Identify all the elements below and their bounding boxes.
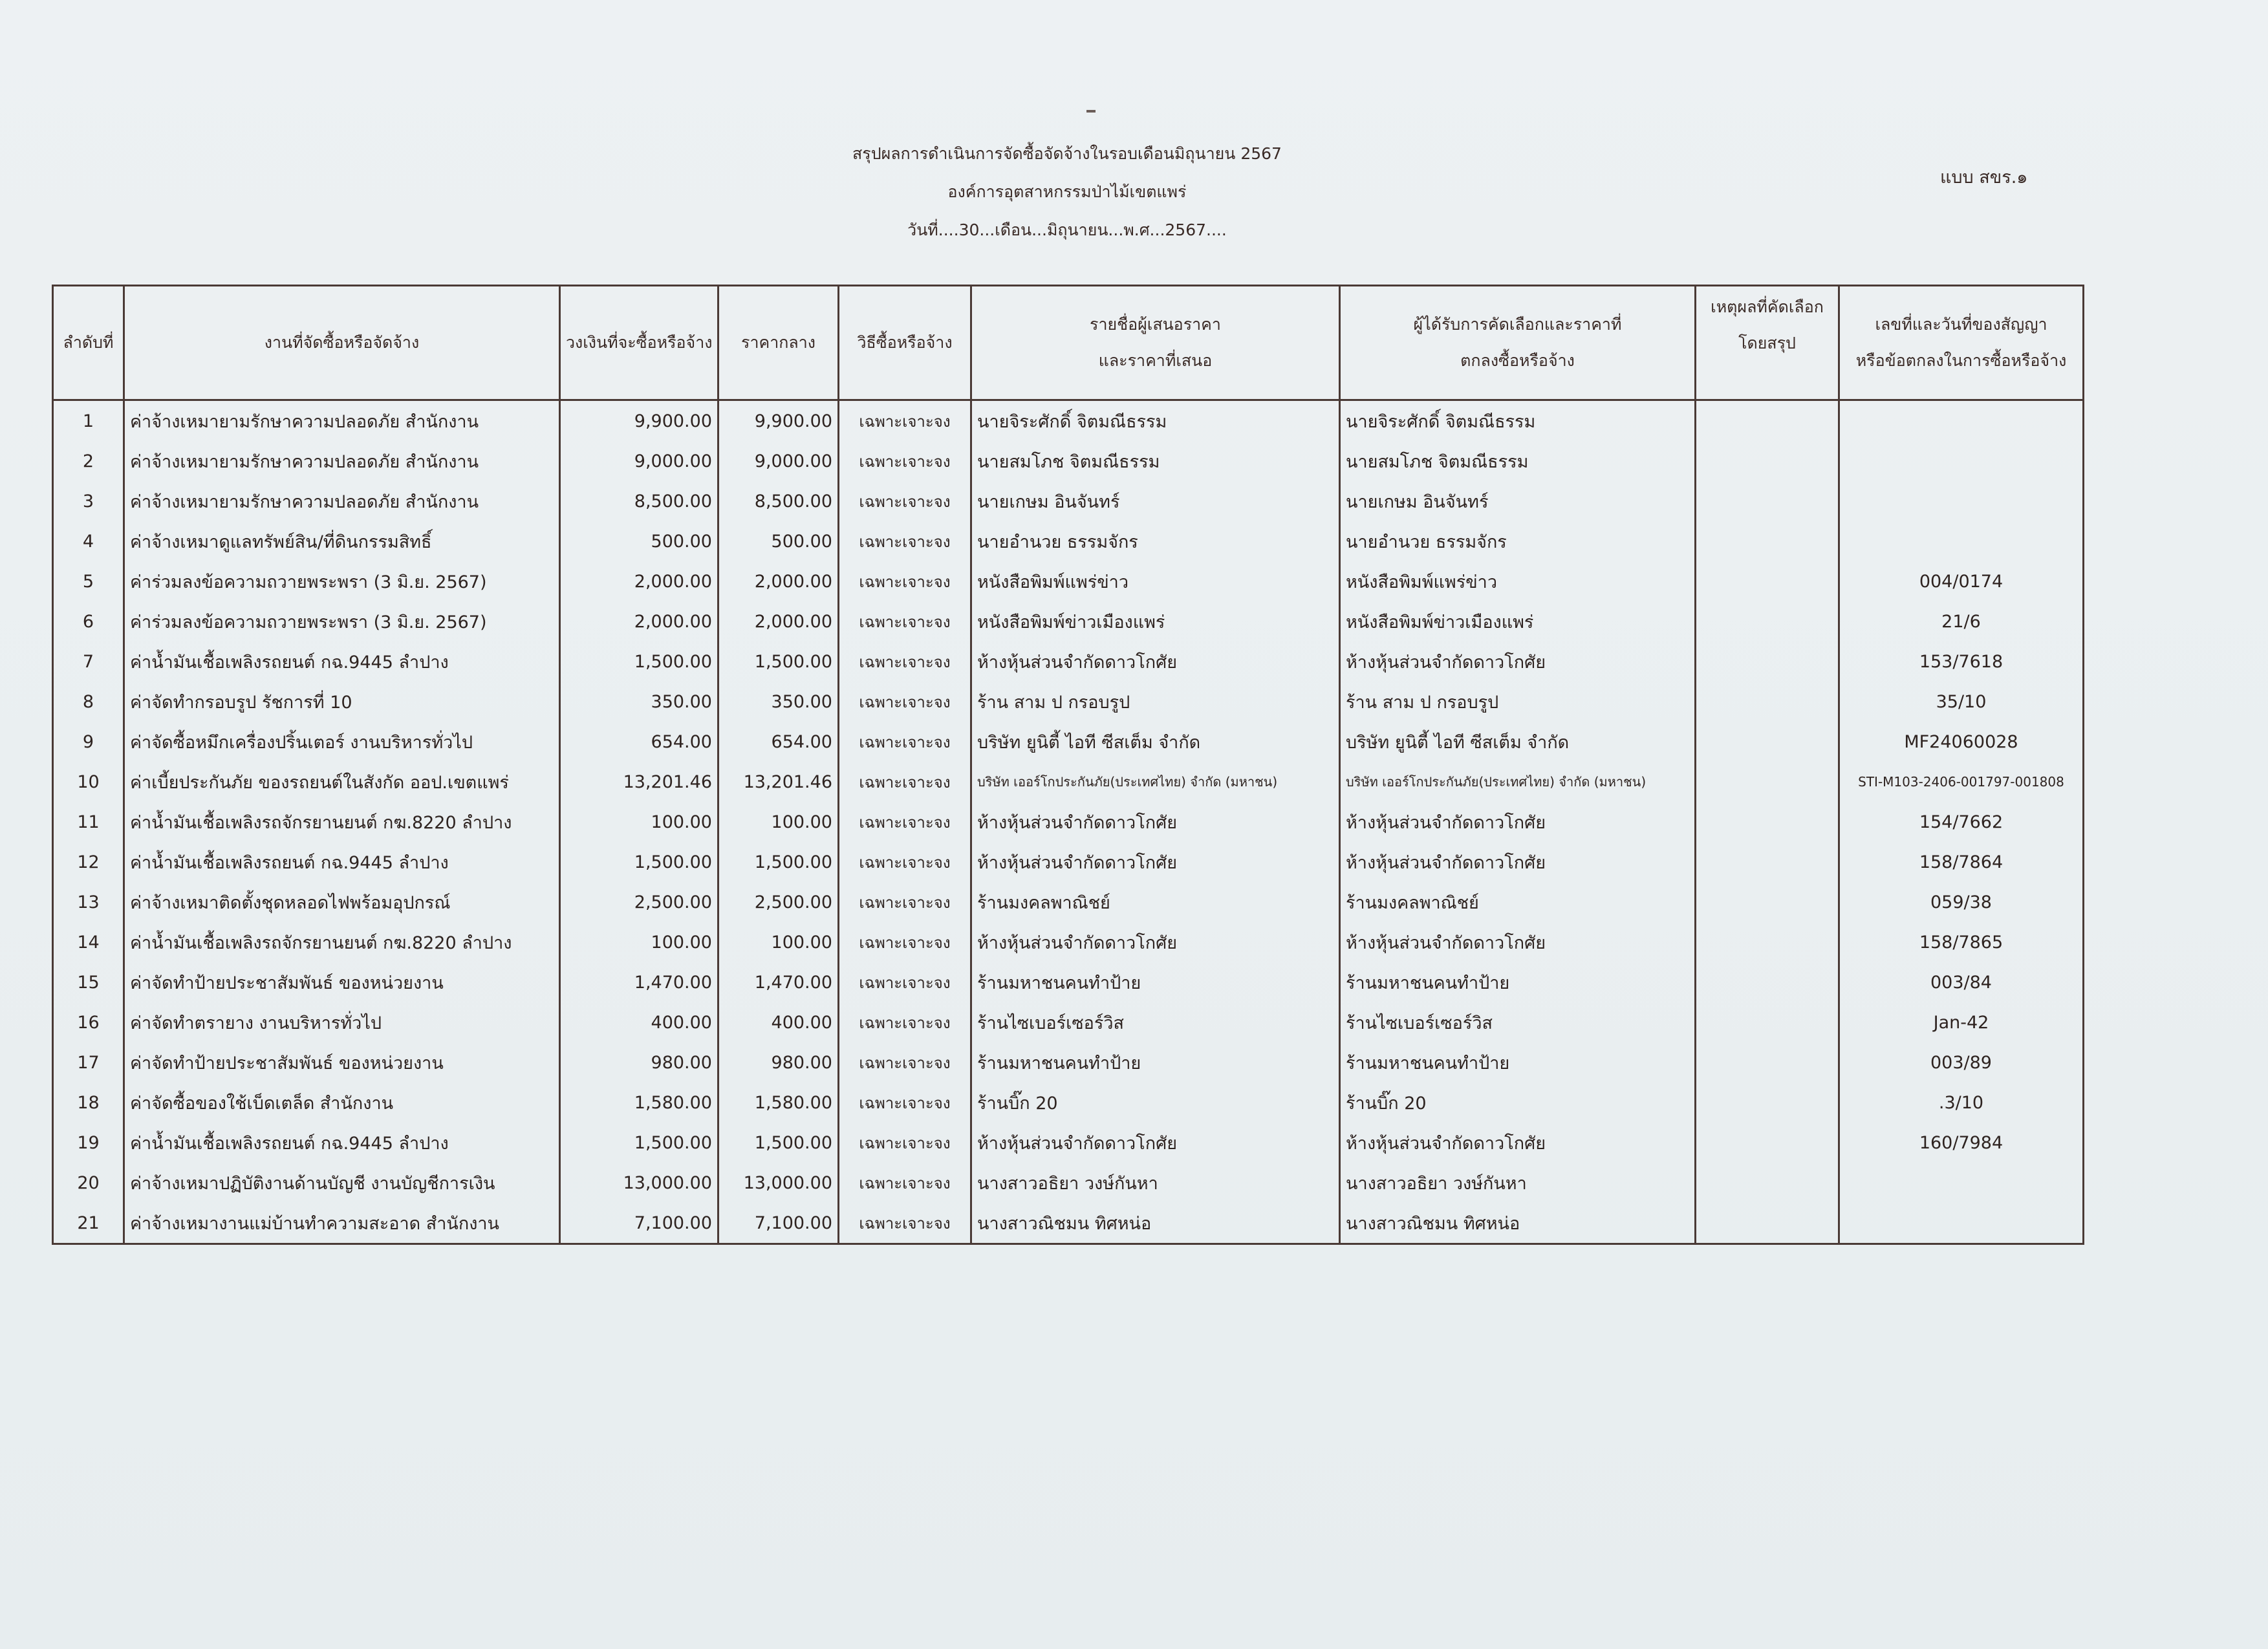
selected-vendor: ร้านมหาชนคนทำป้าย — [1340, 1042, 1696, 1083]
row-number: 20 — [53, 1163, 124, 1203]
selected-vendor: นางสาวณิชมน ทิศหน่อ — [1340, 1203, 1696, 1244]
table-row — [53, 1083, 2084, 1123]
row-number: 13 — [53, 882, 124, 922]
table-row — [53, 481, 2084, 521]
selection-reason — [1696, 722, 1839, 762]
median-price: 350.00 — [718, 682, 839, 722]
row-number: 1 — [53, 400, 124, 442]
budget-amount: 1,580.00 — [560, 1083, 718, 1123]
selected-vendor: ร้านไซเบอร์เซอร์วิส — [1340, 1002, 1696, 1042]
bidder-name: ห้างหุ้นส่วนจำกัดดาวโกศัย — [971, 641, 1340, 682]
procurement-method: เฉพาะเจาะจง — [839, 842, 971, 882]
organization-name: องค์การอุตสาหกรรมป่าไม้เขตแพร่ — [947, 182, 1187, 201]
table-row — [53, 1002, 2084, 1042]
work-description: ค่าจ้างเหมางานแม่บ้านทำความสะอาด สำนักงาน — [124, 1203, 560, 1244]
bidder-name: หนังสือพิมพ์ข่าวเมืองแพร่ — [971, 601, 1340, 641]
work-description: ค่าจ้างเหมาติดตั้งชุดหลอดไฟพร้อมอุปกรณ์ — [124, 882, 560, 922]
contract-number: 154/7662 — [1839, 802, 2084, 842]
table-header-row — [53, 286, 2084, 400]
report-title: สรุปผลการดำเนินการจัดซื้อจัดจ้างในรอบเดือนมิถุนายน 2567 — [852, 144, 1282, 163]
procurement-method: เฉพาะเจาะจง — [839, 682, 971, 722]
budget-amount: 2,000.00 — [560, 561, 718, 601]
procurement-method: เฉพาะเจาะจง — [839, 441, 971, 481]
contract-number — [1839, 400, 2084, 442]
header-work: งานที่จัดซื้อหรือจัดจ้าง — [124, 286, 560, 400]
selected-vendor: ห้างหุ้นส่วนจำกัดดาวโกศัย — [1340, 1123, 1696, 1163]
table-row — [53, 641, 2084, 682]
selected-vendor: นายอำนวย ธรรมจักร — [1340, 521, 1696, 561]
selection-reason — [1696, 601, 1839, 641]
procurement-method: เฉพาะเจาะจง — [839, 802, 971, 842]
contract-number: .3/10 — [1839, 1083, 2084, 1123]
bidder-name: ร้านบิ๊ก 20 — [971, 1083, 1340, 1123]
selected-vendor: ห้างหุ้นส่วนจำกัดดาวโกศัย — [1340, 802, 1696, 842]
procurement-method: เฉพาะเจาะจง — [839, 601, 971, 641]
median-price: 654.00 — [718, 722, 839, 762]
procurement-method: เฉพาะเจาะจง — [839, 1002, 971, 1042]
procurement-method: เฉพาะเจาะจง — [839, 1203, 971, 1244]
contract-number: 153/7618 — [1839, 641, 2084, 682]
table-row — [53, 1123, 2084, 1163]
bidder-name: นางสาวอธิยา วงษ์กันหา — [971, 1163, 1340, 1203]
work-description: ค่าเบี้ยประกันภัย ของรถยนต์ในสังกัด ออป.เขตแพร่ — [124, 762, 560, 802]
contract-number — [1839, 441, 2084, 481]
header-no: ลำดับที่ — [53, 286, 124, 400]
row-number: 17 — [53, 1042, 124, 1083]
budget-amount: 654.00 — [560, 722, 718, 762]
selection-reason — [1696, 842, 1839, 882]
work-description: ค่าร่วมลงข้อความถวายพระพรา (3 มิ.ย. 2567) — [124, 601, 560, 641]
table-row — [53, 962, 2084, 1002]
row-number: 12 — [53, 842, 124, 882]
selected-vendor: บริษัท เออร์โกประกันภัย(ประเทศไทย) จำกัด (มหาชน) — [1340, 762, 1696, 802]
procurement-method: เฉพาะเจาะจง — [839, 521, 971, 561]
row-number: 6 — [53, 601, 124, 641]
bidder-name: ห้างหุ้นส่วนจำกัดดาวโกศัย — [971, 922, 1340, 962]
budget-amount: 1,470.00 — [560, 962, 718, 1002]
row-number: 19 — [53, 1123, 124, 1163]
work-description: ค่าจ้างเหมาดูแลทรัพย์สิน/ที่ดินกรรมสิทธิ์ — [124, 521, 560, 561]
median-price: 500.00 — [718, 521, 839, 561]
contract-number: 160/7984 — [1839, 1123, 2084, 1163]
bidder-name: ห้างหุ้นส่วนจำกัดดาวโกศัย — [971, 1123, 1340, 1163]
median-price: 9,900.00 — [718, 400, 839, 442]
procurement-method: เฉพาะเจาะจง — [839, 1163, 971, 1203]
work-description: ค่าจัดซื้อหมึกเครื่องปริ้นเตอร์ งานบริหารทั่วไป — [124, 722, 560, 762]
bidder-name: บริษัท ยูนิตี้ ไอที ซีสเต็ม จำกัด — [971, 722, 1340, 762]
table-row — [53, 682, 2084, 722]
procurement-method: เฉพาะเจาะจง — [839, 722, 971, 762]
selection-reason — [1696, 561, 1839, 601]
contract-number: 35/10 — [1839, 682, 2084, 722]
selection-reason — [1696, 1123, 1839, 1163]
selected-vendor: หนังสือพิมพ์แพร่ข่าว — [1340, 561, 1696, 601]
work-description: ค่าน้ำมันเชื้อเพลิงรถจักรยานยนต์ กฆ.8220 ลำปาง — [124, 922, 560, 962]
median-price: 1,500.00 — [718, 641, 839, 682]
procurement-method: เฉพาะเจาะจง — [839, 561, 971, 601]
contract-number: 158/7864 — [1839, 842, 2084, 882]
median-price: 13,000.00 — [718, 1163, 839, 1203]
median-price: 2,000.00 — [718, 601, 839, 641]
header-median-price: ราคากลาง — [718, 286, 839, 400]
median-price: 1,500.00 — [718, 842, 839, 882]
selected-vendor: นายสมโภช จิตมณีธรรม — [1340, 441, 1696, 481]
work-description: ค่าจ้างเหมายามรักษาความปลอดภัย สำนักงาน — [124, 441, 560, 481]
budget-amount: 9,900.00 — [560, 400, 718, 442]
work-description: ค่าจ้างเหมายามรักษาความปลอดภัย สำนักงาน — [124, 481, 560, 521]
budget-amount: 9,000.00 — [560, 441, 718, 481]
selection-reason — [1696, 802, 1839, 842]
table-row — [53, 521, 2084, 561]
selection-reason — [1696, 922, 1839, 962]
selected-vendor: ร้านมงคลพาณิชย์ — [1340, 882, 1696, 922]
bidder-name: หนังสือพิมพ์แพร่ข่าว — [971, 561, 1340, 601]
report-date: วันที่....30...เดือน...มิถุนายน...พ.ศ...2567.... — [907, 221, 1227, 239]
bidder-name: นายจิระศักดิ์ จิตมณีธรรม — [971, 400, 1340, 442]
contract-number — [1839, 1163, 2084, 1203]
selection-reason — [1696, 1163, 1839, 1203]
budget-amount: 100.00 — [560, 922, 718, 962]
selection-reason — [1696, 400, 1839, 442]
work-description: ค่าจัดทำตรายาง งานบริหารทั่วไป — [124, 1002, 560, 1042]
median-price: 400.00 — [718, 1002, 839, 1042]
row-number: 15 — [53, 962, 124, 1002]
median-price: 1,500.00 — [718, 1123, 839, 1163]
work-description: ค่าน้ำมันเชื้อเพลิงรถจักรยานยนต์ กฆ.8220 ลำปาง — [124, 802, 560, 842]
contract-number: STI-M103-2406-001797-001808 — [1839, 762, 2084, 802]
median-price: 13,201.46 — [718, 762, 839, 802]
budget-amount: 13,201.46 — [560, 762, 718, 802]
procurement-method: เฉพาะเจาะจง — [839, 882, 971, 922]
contract-number — [1839, 521, 2084, 561]
row-number: 4 — [53, 521, 124, 561]
contract-number: 003/89 — [1839, 1042, 2084, 1083]
procurement-method: เฉพาะเจาะจง — [839, 400, 971, 442]
contract-number: 158/7865 — [1839, 922, 2084, 962]
procurement-method: เฉพาะเจาะจง — [839, 481, 971, 521]
row-number: 5 — [53, 561, 124, 601]
table-row — [53, 441, 2084, 481]
work-description: ค่าจัดทำป้ายประชาสัมพันธ์ ของหน่วยงาน — [124, 1042, 560, 1083]
table-row — [53, 1042, 2084, 1083]
work-description: ค่าจ้างเหมาปฏิบัติงานด้านบัญชี งานบัญชีการเงิน — [124, 1163, 560, 1203]
work-description: ค่าน้ำมันเชื้อเพลิงรถยนต์ กฉ.9445 ลำปาง — [124, 1123, 560, 1163]
bidder-name: บริษัท เออร์โกประกันภัย(ประเทศไทย) จำกัด (มหาชน) — [971, 762, 1340, 802]
budget-amount: 1,500.00 — [560, 641, 718, 682]
procurement-method: เฉพาะเจาะจง — [839, 762, 971, 802]
contract-number — [1839, 481, 2084, 521]
selected-vendor: ร้าน สาม ป กรอบรูป — [1340, 682, 1696, 722]
selection-reason — [1696, 762, 1839, 802]
median-price: 7,100.00 — [718, 1203, 839, 1244]
table-row — [53, 922, 2084, 962]
procurement-method: เฉพาะเจาะจง — [839, 1042, 971, 1083]
budget-amount: 1,500.00 — [560, 842, 718, 882]
table-row — [53, 762, 2084, 802]
selected-vendor: นายจิระศักดิ์ จิตมณีธรรม — [1340, 400, 1696, 442]
row-number: 2 — [53, 441, 124, 481]
selected-vendor: ห้างหุ้นส่วนจำกัดดาวโกศัย — [1340, 922, 1696, 962]
budget-amount: 13,000.00 — [560, 1163, 718, 1203]
form-code: แบบ สขร.๑ — [1940, 167, 2028, 188]
selected-vendor: ร้านบิ๊ก 20 — [1340, 1083, 1696, 1123]
selected-vendor: บริษัท ยูนิตี้ ไอที ซีสเต็ม จำกัด — [1340, 722, 1696, 762]
procurement-method: เฉพาะเจาะจง — [839, 1083, 971, 1123]
row-number: 10 — [53, 762, 124, 802]
row-number: 11 — [53, 802, 124, 842]
bidder-name: ห้างหุ้นส่วนจำกัดดาวโกศัย — [971, 802, 1340, 842]
table-row — [53, 561, 2084, 601]
table-row — [53, 400, 2084, 442]
procurement-method: เฉพาะเจาะจง — [839, 641, 971, 682]
work-description: ค่าน้ำมันเชื้อเพลิงรถยนต์ กฉ.9445 ลำปาง — [124, 842, 560, 882]
selected-vendor: นายเกษม อินจันทร์ — [1340, 481, 1696, 521]
selected-vendor: ห้างหุ้นส่วนจำกัดดาวโกศัย — [1340, 641, 1696, 682]
median-price: 980.00 — [718, 1042, 839, 1083]
row-number: 9 — [53, 722, 124, 762]
selected-vendor: นางสาวอธิยา วงษ์กันหา — [1340, 1163, 1696, 1203]
budget-amount: 980.00 — [560, 1042, 718, 1083]
row-number: 21 — [53, 1203, 124, 1244]
budget-amount: 8,500.00 — [560, 481, 718, 521]
procurement-table — [52, 285, 2084, 1245]
median-price: 1,580.00 — [718, 1083, 839, 1123]
selection-reason — [1696, 962, 1839, 1002]
budget-amount: 2,500.00 — [560, 882, 718, 922]
bidder-name: นายอำนวย ธรรมจักร — [971, 521, 1340, 561]
bidder-name: นายสมโภช จิตมณีธรรม — [971, 441, 1340, 481]
row-number: 3 — [53, 481, 124, 521]
bidder-name: ร้านมหาชนคนทำป้าย — [971, 1042, 1340, 1083]
table-row — [53, 601, 2084, 641]
table-row — [53, 1203, 2084, 1244]
table-row — [53, 722, 2084, 762]
median-price: 2,000.00 — [718, 561, 839, 601]
selection-reason — [1696, 521, 1839, 561]
median-price: 100.00 — [718, 802, 839, 842]
row-number: 18 — [53, 1083, 124, 1123]
table-row — [53, 1163, 2084, 1203]
contract-number: 003/84 — [1839, 962, 2084, 1002]
work-description: ค่าจัดทำกรอบรูป รัชการที่ 10 — [124, 682, 560, 722]
contract-number: 21/6 — [1839, 601, 2084, 641]
selected-vendor: หนังสือพิมพ์ข่าวเมืองแพร่ — [1340, 601, 1696, 641]
procurement-method: เฉพาะเจาะจง — [839, 1123, 971, 1163]
header-reason: เหตุผลที่คัดเลือก โดยสรุป — [1696, 286, 1839, 400]
median-price: 100.00 — [718, 922, 839, 962]
table-row — [53, 882, 2084, 922]
contract-number: 004/0174 — [1839, 561, 2084, 601]
header-budget: วงเงินที่จะซื้อหรือจ้าง — [560, 286, 718, 400]
selection-reason — [1696, 1042, 1839, 1083]
bidder-name: ร้าน สาม ป กรอบรูป — [971, 682, 1340, 722]
budget-amount: 400.00 — [560, 1002, 718, 1042]
budget-amount: 500.00 — [560, 521, 718, 561]
median-price: 8,500.00 — [718, 481, 839, 521]
work-description: ค่าน้ำมันเชื้อเพลิงรถยนต์ กฉ.9445 ลำปาง — [124, 641, 560, 682]
contract-number: 059/38 — [1839, 882, 2084, 922]
header-winner: ผู้ได้รับการคัดเลือกและราคาที่ ตกลงซื้อหรือจ้าง — [1340, 286, 1696, 400]
selection-reason — [1696, 1203, 1839, 1244]
budget-amount: 100.00 — [560, 802, 718, 842]
procurement-method: เฉพาะเจาะจง — [839, 962, 971, 1002]
procurement-method: เฉพาะเจาะจง — [839, 922, 971, 962]
bidder-name: นางสาวณิชมน ทิศหน่อ — [971, 1203, 1340, 1244]
selection-reason — [1696, 641, 1839, 682]
work-description: ค่าร่วมลงข้อความถวายพระพรา (3 มิ.ย. 2567) — [124, 561, 560, 601]
row-number: 8 — [53, 682, 124, 722]
selection-reason — [1696, 481, 1839, 521]
selection-reason — [1696, 1002, 1839, 1042]
row-number: 16 — [53, 1002, 124, 1042]
contract-number — [1839, 1203, 2084, 1244]
selection-reason — [1696, 1083, 1839, 1123]
selected-vendor: ร้านมหาชนคนทำป้าย — [1340, 962, 1696, 1002]
work-description: ค่าจ้างเหมายามรักษาความปลอดภัย สำนักงาน — [124, 400, 560, 442]
row-number: 7 — [53, 641, 124, 682]
median-price: 2,500.00 — [718, 882, 839, 922]
table-row — [53, 842, 2084, 882]
work-description: ค่าจัดซื้อของใช้เบ็ดเตล็ด สำนักงาน — [124, 1083, 560, 1123]
bidder-name: ห้างหุ้นส่วนจำกัดดาวโกศัย — [971, 842, 1340, 882]
budget-amount: 7,100.00 — [560, 1203, 718, 1244]
work-description: ค่าจัดทำป้ายประชาสัมพันธ์ ของหน่วยงาน — [124, 962, 560, 1002]
budget-amount: 2,000.00 — [560, 601, 718, 641]
selection-reason — [1696, 682, 1839, 722]
contract-number: Jan-42 — [1839, 1002, 2084, 1042]
median-price: 9,000.00 — [718, 441, 839, 481]
bidder-name: ร้านไซเบอร์เซอร์วิส — [971, 1002, 1340, 1042]
header-method: วิธีซื้อหรือจ้าง — [839, 286, 971, 400]
selected-vendor: ห้างหุ้นส่วนจำกัดดาวโกศัย — [1340, 842, 1696, 882]
header-bidders: รายชื่อผู้เสนอราคา และราคาที่เสนอ — [971, 286, 1340, 400]
bidder-name: นายเกษม อินจันทร์ — [971, 481, 1340, 521]
bidder-name: ร้านมหาชนคนทำป้าย — [971, 962, 1340, 1002]
table-row — [53, 802, 2084, 842]
scan-mark — [1086, 110, 1096, 113]
median-price: 1,470.00 — [718, 962, 839, 1002]
header-contract: เลขที่และวันที่ของสัญญา หรือข้อตกลงในการซื้อหรือจ้าง — [1839, 286, 2084, 400]
contract-number: MF24060028 — [1839, 722, 2084, 762]
budget-amount: 1,500.00 — [560, 1123, 718, 1163]
row-number: 14 — [53, 922, 124, 962]
selection-reason — [1696, 441, 1839, 481]
selection-reason — [1696, 882, 1839, 922]
bidder-name: ร้านมงคลพาณิชย์ — [971, 882, 1340, 922]
budget-amount: 350.00 — [560, 682, 718, 722]
